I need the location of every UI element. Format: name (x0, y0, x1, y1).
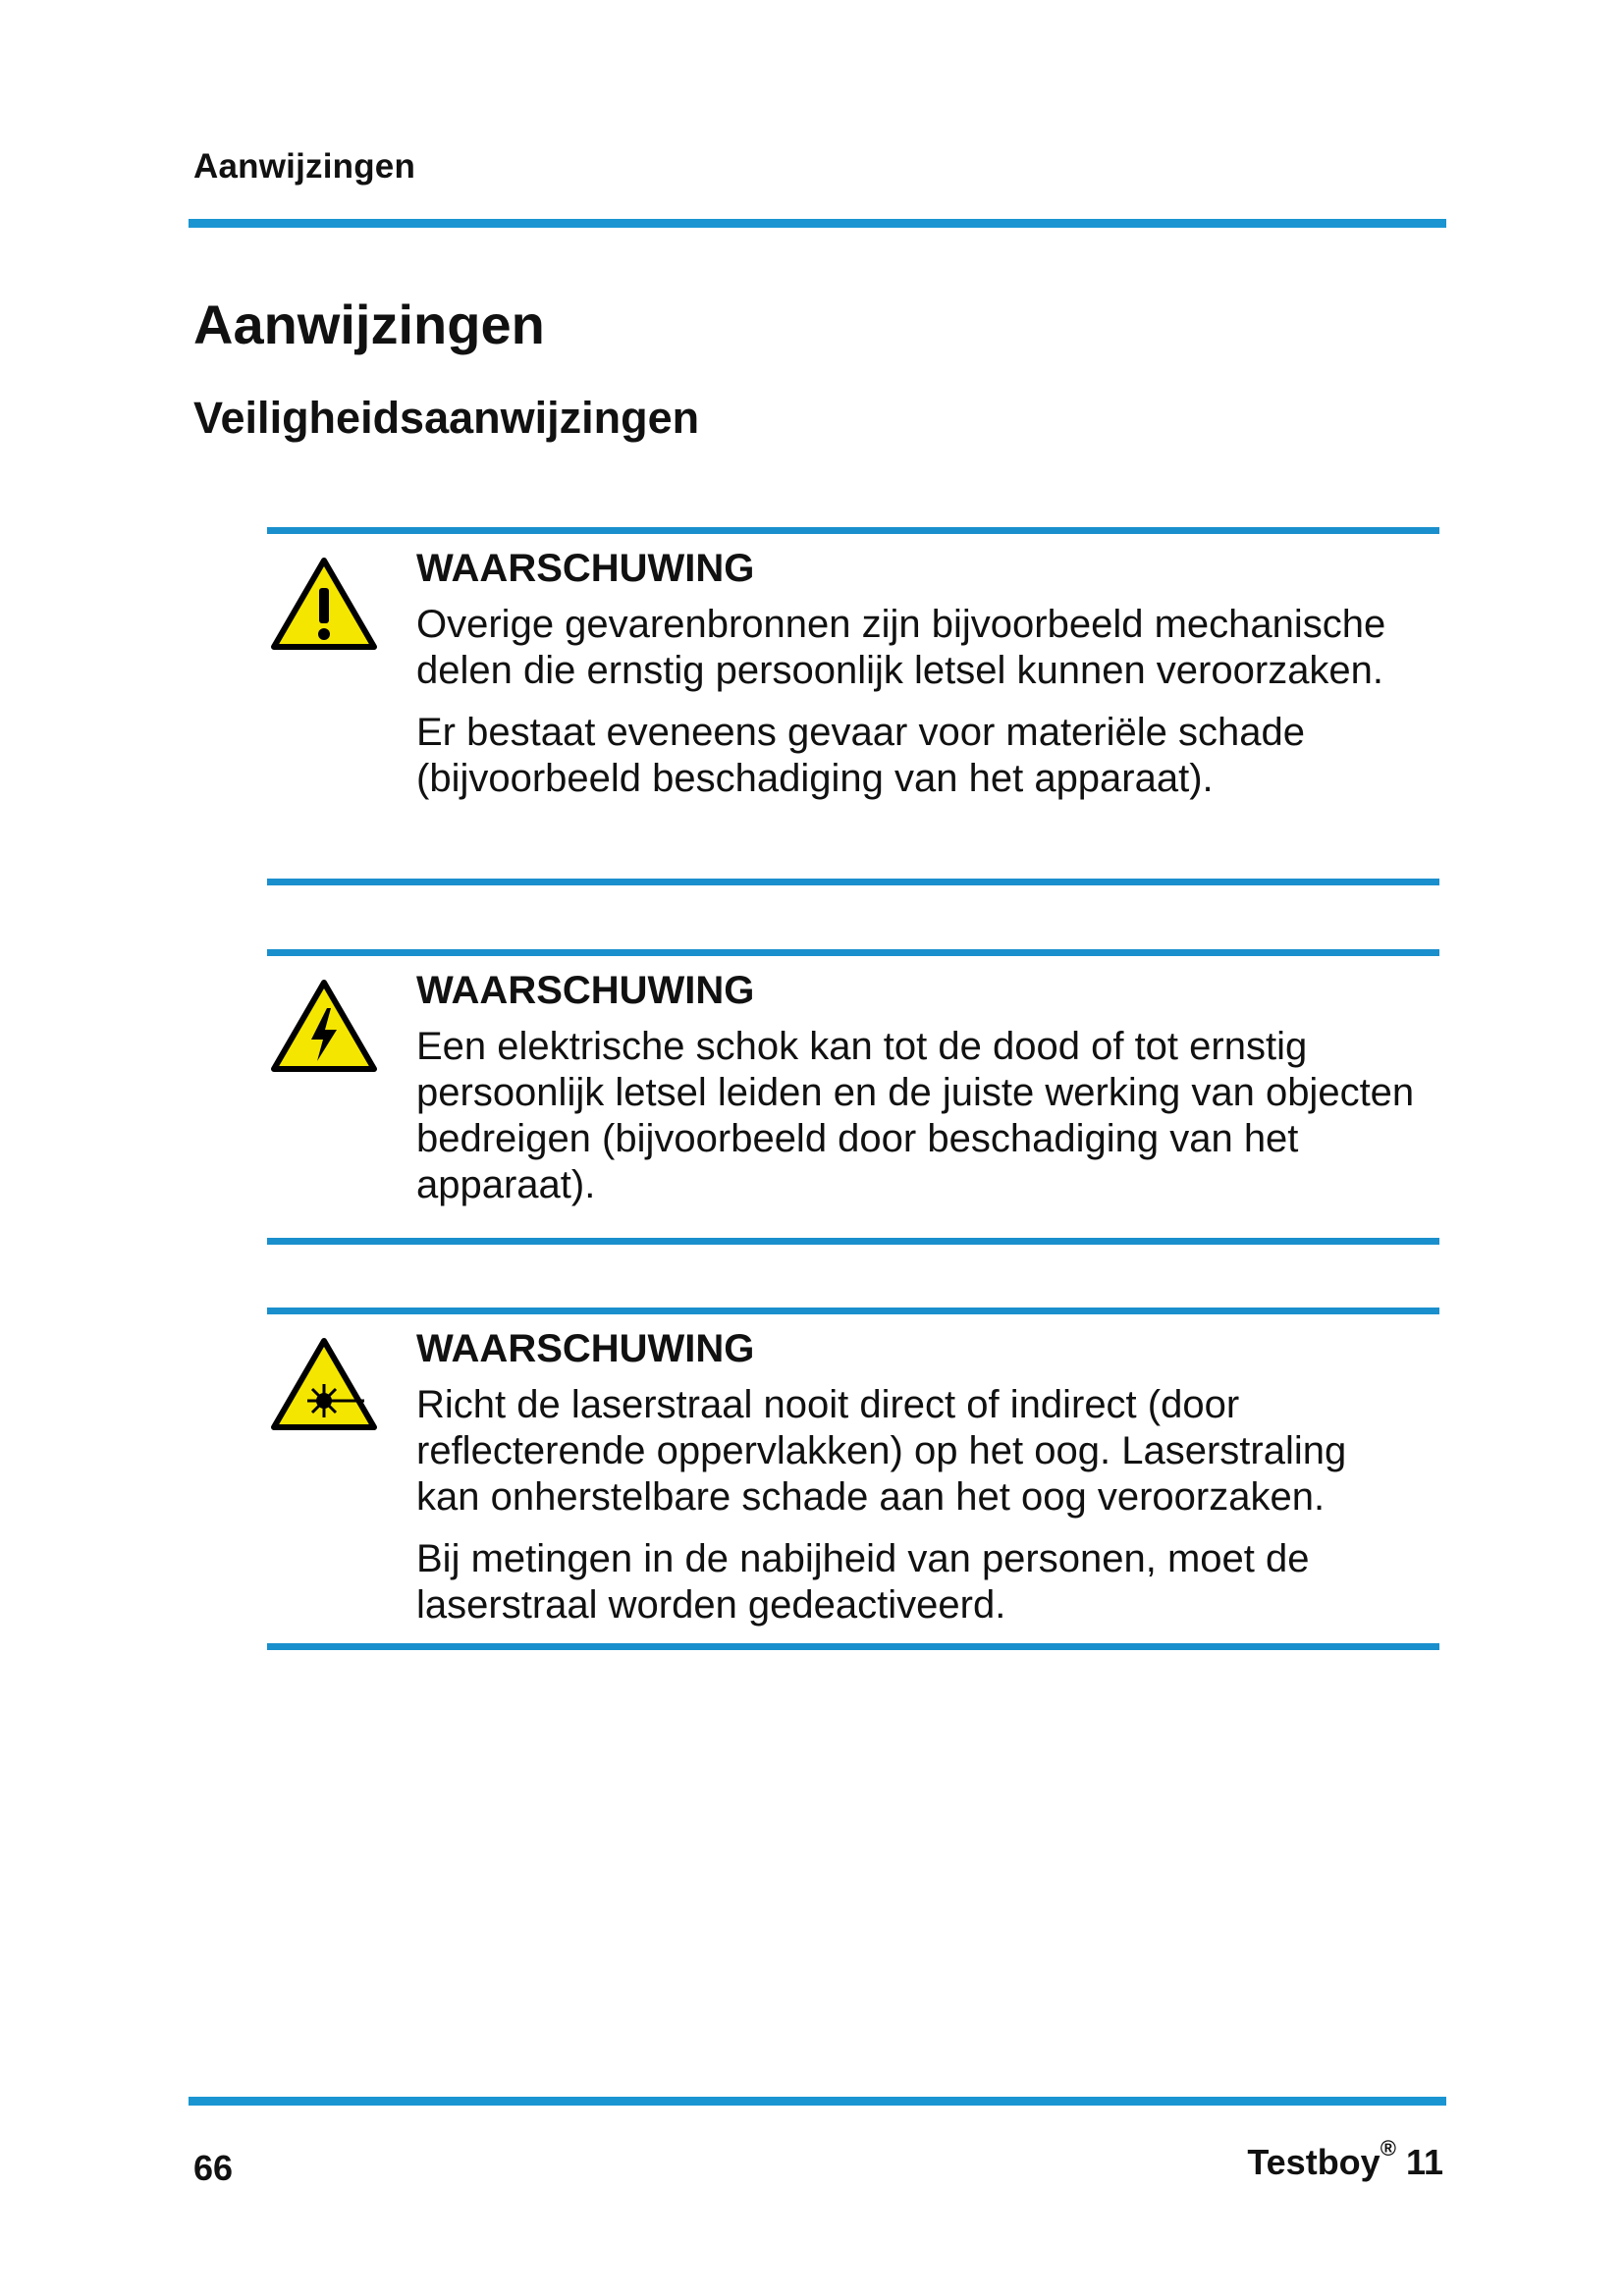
warning-text: Een elektrische schok kan tot de dood of tot ernstig persoonlijk letsel leiden en de juiste werking van objecten bedreigen (bijvoorbeeld door beschadiging van het apparaat). (416, 1025, 1415, 1206)
header-rule (189, 219, 1446, 228)
warning-text: Richt de laserstraal nooit direct of indirect (door reflecterende oppervlakken) op het oog. Laserstraling kan onherstelbare schade aan het oog veroorzaken. (416, 1383, 1347, 1519)
warning-text: Overige gevarenbronnen zijn bijvoorbeeld mechanische delen die ernstig persoonlijk letsel kunnen veroorzaken. (416, 603, 1386, 692)
warning-bottom-rule (267, 879, 1439, 885)
warning-top-rule (267, 949, 1439, 956)
section-title: Veiligheidsaanwijzingen (193, 393, 700, 443)
warning-block-1 (267, 527, 1439, 888)
warning-bottom-rule (267, 1238, 1439, 1245)
warning-text: Bij metingen in de nabijheid van personen, moet de laserstraal worden gedeactiveerd. (416, 1537, 1310, 1627)
warning-text: Er bestaat eveneens gevaar voor materiële schade (bijvoorbeeld beschadiging van het apparaat). (416, 711, 1305, 800)
brand-name: Testboy (1247, 2142, 1380, 2182)
warning-top-rule (267, 527, 1439, 534)
footer-rule (189, 2097, 1446, 2106)
warning-heading: WAARSCHUWING (416, 1327, 755, 1370)
warning-heading: WAARSCHUWING (416, 547, 755, 590)
general-warning-icon (270, 557, 378, 651)
warning-block-2 (267, 949, 1439, 1248)
warning-bottom-rule (267, 1643, 1439, 1650)
registered-mark: ® (1380, 2136, 1396, 2161)
page-title: Aanwijzingen (193, 294, 545, 355)
running-header: Aanwijzingen (193, 147, 416, 186)
warning-top-rule (267, 1308, 1439, 1314)
electric-shock-icon (270, 979, 378, 1073)
warning-heading: WAARSCHUWING (416, 969, 755, 1012)
laser-radiation-icon (270, 1337, 378, 1431)
page-number: 66 (193, 2148, 234, 2188)
footer-brand (1247, 2136, 1443, 2183)
model-number: 11 (1405, 2142, 1443, 2182)
warning-block-3 (267, 1308, 1439, 1653)
